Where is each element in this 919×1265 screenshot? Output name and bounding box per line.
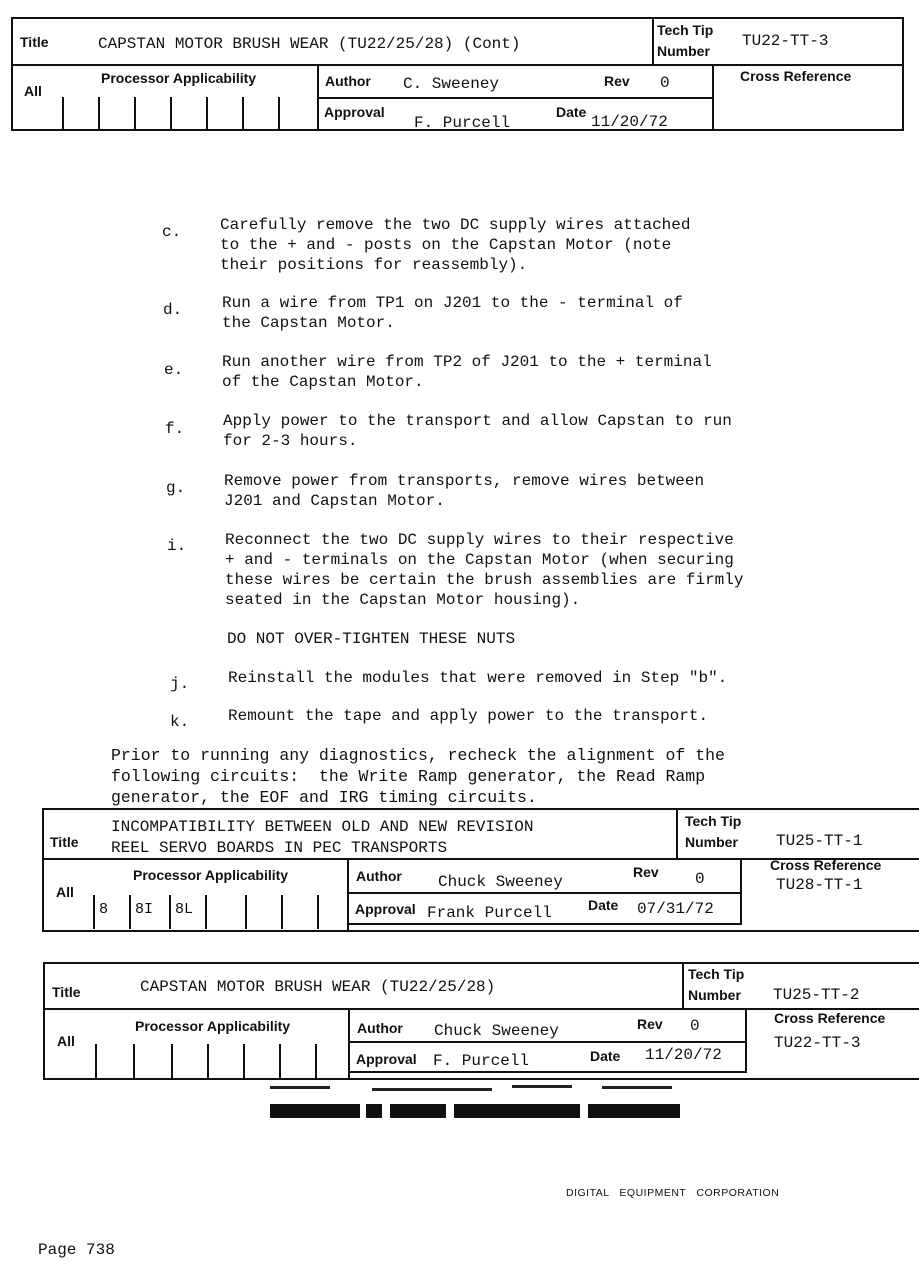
step-text: Remove power from transports, remove wires between J201 and Capstan Motor. [224, 472, 705, 510]
title-label: Title [50, 834, 79, 850]
cross-reference-value: TU28-TT-1 [776, 876, 863, 894]
rev-label: Rev [633, 864, 659, 880]
warning-text: DO NOT OVER-TIGHTEN THESE NUTS [227, 630, 516, 648]
cross-reference-label: Cross Reference [770, 857, 882, 873]
rev-value: 0 [660, 74, 670, 92]
step-text: Remount the tape and apply power to the transport. [228, 707, 709, 725]
date-value: 11/20/72 [591, 113, 668, 131]
header-3-divider [682, 962, 684, 1009]
tech-tip-number: TU25-TT-2 [773, 986, 860, 1004]
processor-cell [279, 1044, 315, 1078]
processor-cell [134, 97, 170, 130]
processor-cells [62, 97, 314, 130]
header-2-divider [347, 858, 349, 931]
header-2-divider [347, 923, 742, 925]
processor-applicability-label: Processor Applicability [101, 70, 257, 86]
author-label: Author [357, 1020, 403, 1036]
processor-cell [278, 97, 314, 130]
header-3-divider [348, 1041, 747, 1043]
rev-value: 0 [690, 1017, 700, 1035]
approval-value: Frank Purcell [427, 904, 552, 922]
number-label: Number [657, 43, 710, 59]
cross-reference-label: Cross Reference [740, 68, 852, 84]
processor-applicability-label: Processor Applicability [133, 867, 289, 883]
processor-cell [243, 1044, 279, 1078]
number-label: Number [688, 987, 741, 1003]
processor-cell: 8I [129, 895, 169, 929]
step-text: Reconnect the two DC supply wires to their respective + and - terminals on the Capstan Motor (when securing these wires be certain the brush assemblies are firmly seated in the Capstan Motor housing). [225, 531, 744, 609]
date-label: Date [590, 1048, 621, 1064]
step-text: Apply power to the transport and allow Capstan to run for 2-3 hours. [223, 412, 732, 450]
header-2-divider [676, 808, 678, 859]
tech-tip-title: CAPSTAN MOTOR BRUSH WEAR (TU22/25/28) [140, 978, 496, 996]
header-2-divider [347, 892, 742, 894]
processor-cell [62, 97, 98, 130]
approval-label: Approval [355, 901, 416, 917]
processor-cell [98, 97, 134, 130]
author-value: C. Sweeney [403, 75, 500, 93]
processor-cell [170, 97, 206, 130]
step-text: Run a wire from TP1 on J201 to the - terminal of the Capstan Motor. [222, 294, 683, 332]
tech-tip-label: Tech Tip [688, 966, 745, 982]
processor-cell [205, 895, 245, 929]
approval-label: Approval [356, 1051, 417, 1067]
header-2-divider [740, 858, 742, 924]
step-letter: g. [166, 479, 186, 497]
step-text: Run another wire from TP2 of J201 to the + terminal of the Capstan Motor. [222, 353, 712, 391]
processor-cell [281, 895, 317, 929]
header-1-divider [11, 64, 904, 66]
closing-paragraph: Prior to running any diagnostics, recheck the alignment of the following circuits: the Write Ramp generator, the Read Ramp generator, the EOF and IRG timing circuits. [111, 746, 725, 807]
all-label: All [57, 1033, 75, 1049]
processor-cells [93, 895, 347, 929]
header-3-divider [745, 1008, 747, 1072]
tech-tip-label: Tech Tip [685, 813, 742, 829]
approval-label: Approval [324, 104, 385, 120]
rev-label: Rev [604, 73, 630, 89]
smudged-banner-graphic [262, 1082, 682, 1122]
tech-tip-label: Tech Tip [657, 22, 714, 38]
step-letter: k. [170, 713, 190, 731]
author-label: Author [325, 73, 371, 89]
processor-cell [317, 895, 347, 929]
step-letter: d. [163, 301, 183, 319]
all-label: All [24, 83, 42, 99]
number-label: Number [685, 834, 738, 850]
processor-cell [315, 1044, 349, 1078]
step-letter: j. [170, 675, 190, 693]
date-label: Date [588, 897, 619, 913]
approval-value: F. Purcell [414, 114, 511, 132]
processor-cell [133, 1044, 171, 1078]
header-3-divider [348, 1071, 747, 1073]
step-letter: c. [162, 223, 182, 241]
processor-cell [206, 97, 242, 130]
processor-cell [242, 97, 278, 130]
header-1-divider [317, 97, 713, 99]
processor-cell [245, 895, 281, 929]
step-letter: f. [165, 420, 185, 438]
step-text: Carefully remove the two DC supply wires attached to the + and - posts on the Capstan Motor (note their positions for reassembly). [220, 216, 691, 274]
step-letter: i. [167, 537, 187, 555]
all-label: All [56, 884, 74, 900]
processor-cell [95, 1044, 133, 1078]
company-name: DIGITAL EQUIPMENT CORPORATION [566, 1187, 780, 1199]
date-label: Date [556, 104, 587, 120]
step-letter: e. [164, 361, 184, 379]
title-label: Title [20, 34, 49, 50]
tech-tip-title: CAPSTAN MOTOR BRUSH WEAR (TU22/25/28) (Cont) [98, 35, 521, 53]
date-value: 11/20/72 [645, 1046, 722, 1064]
step-text: Reinstall the modules that were removed in Step "b". [228, 669, 728, 687]
rev-label: Rev [637, 1016, 663, 1032]
title-label: Title [52, 984, 81, 1000]
header-1-divider [652, 17, 654, 65]
tech-tip-number: TU25-TT-1 [776, 832, 863, 850]
page-number: Page 738 [38, 1241, 115, 1259]
tech-tip-title: INCOMPATIBILITY BETWEEN OLD AND NEW REVISION REEL SERVO BOARDS IN PEC TRANSPORTS [111, 818, 534, 857]
processor-cell: 8L [169, 895, 205, 929]
tech-tip-number: TU22-TT-3 [742, 32, 829, 50]
cross-reference-value: TU22-TT-3 [774, 1034, 861, 1052]
rev-value: 0 [695, 870, 705, 888]
author-value: Chuck Sweeney [434, 1022, 559, 1040]
author-value: Chuck Sweeney [438, 873, 563, 891]
author-label: Author [356, 868, 402, 884]
processor-applicability-label: Processor Applicability [135, 1018, 291, 1034]
cross-reference-label: Cross Reference [774, 1010, 886, 1026]
processor-cells [95, 1044, 349, 1078]
processor-cell: 8 [93, 895, 129, 929]
approval-value: F. Purcell [433, 1052, 530, 1070]
processor-cell [171, 1044, 207, 1078]
processor-cell [207, 1044, 243, 1078]
date-value: 07/31/72 [637, 900, 714, 918]
